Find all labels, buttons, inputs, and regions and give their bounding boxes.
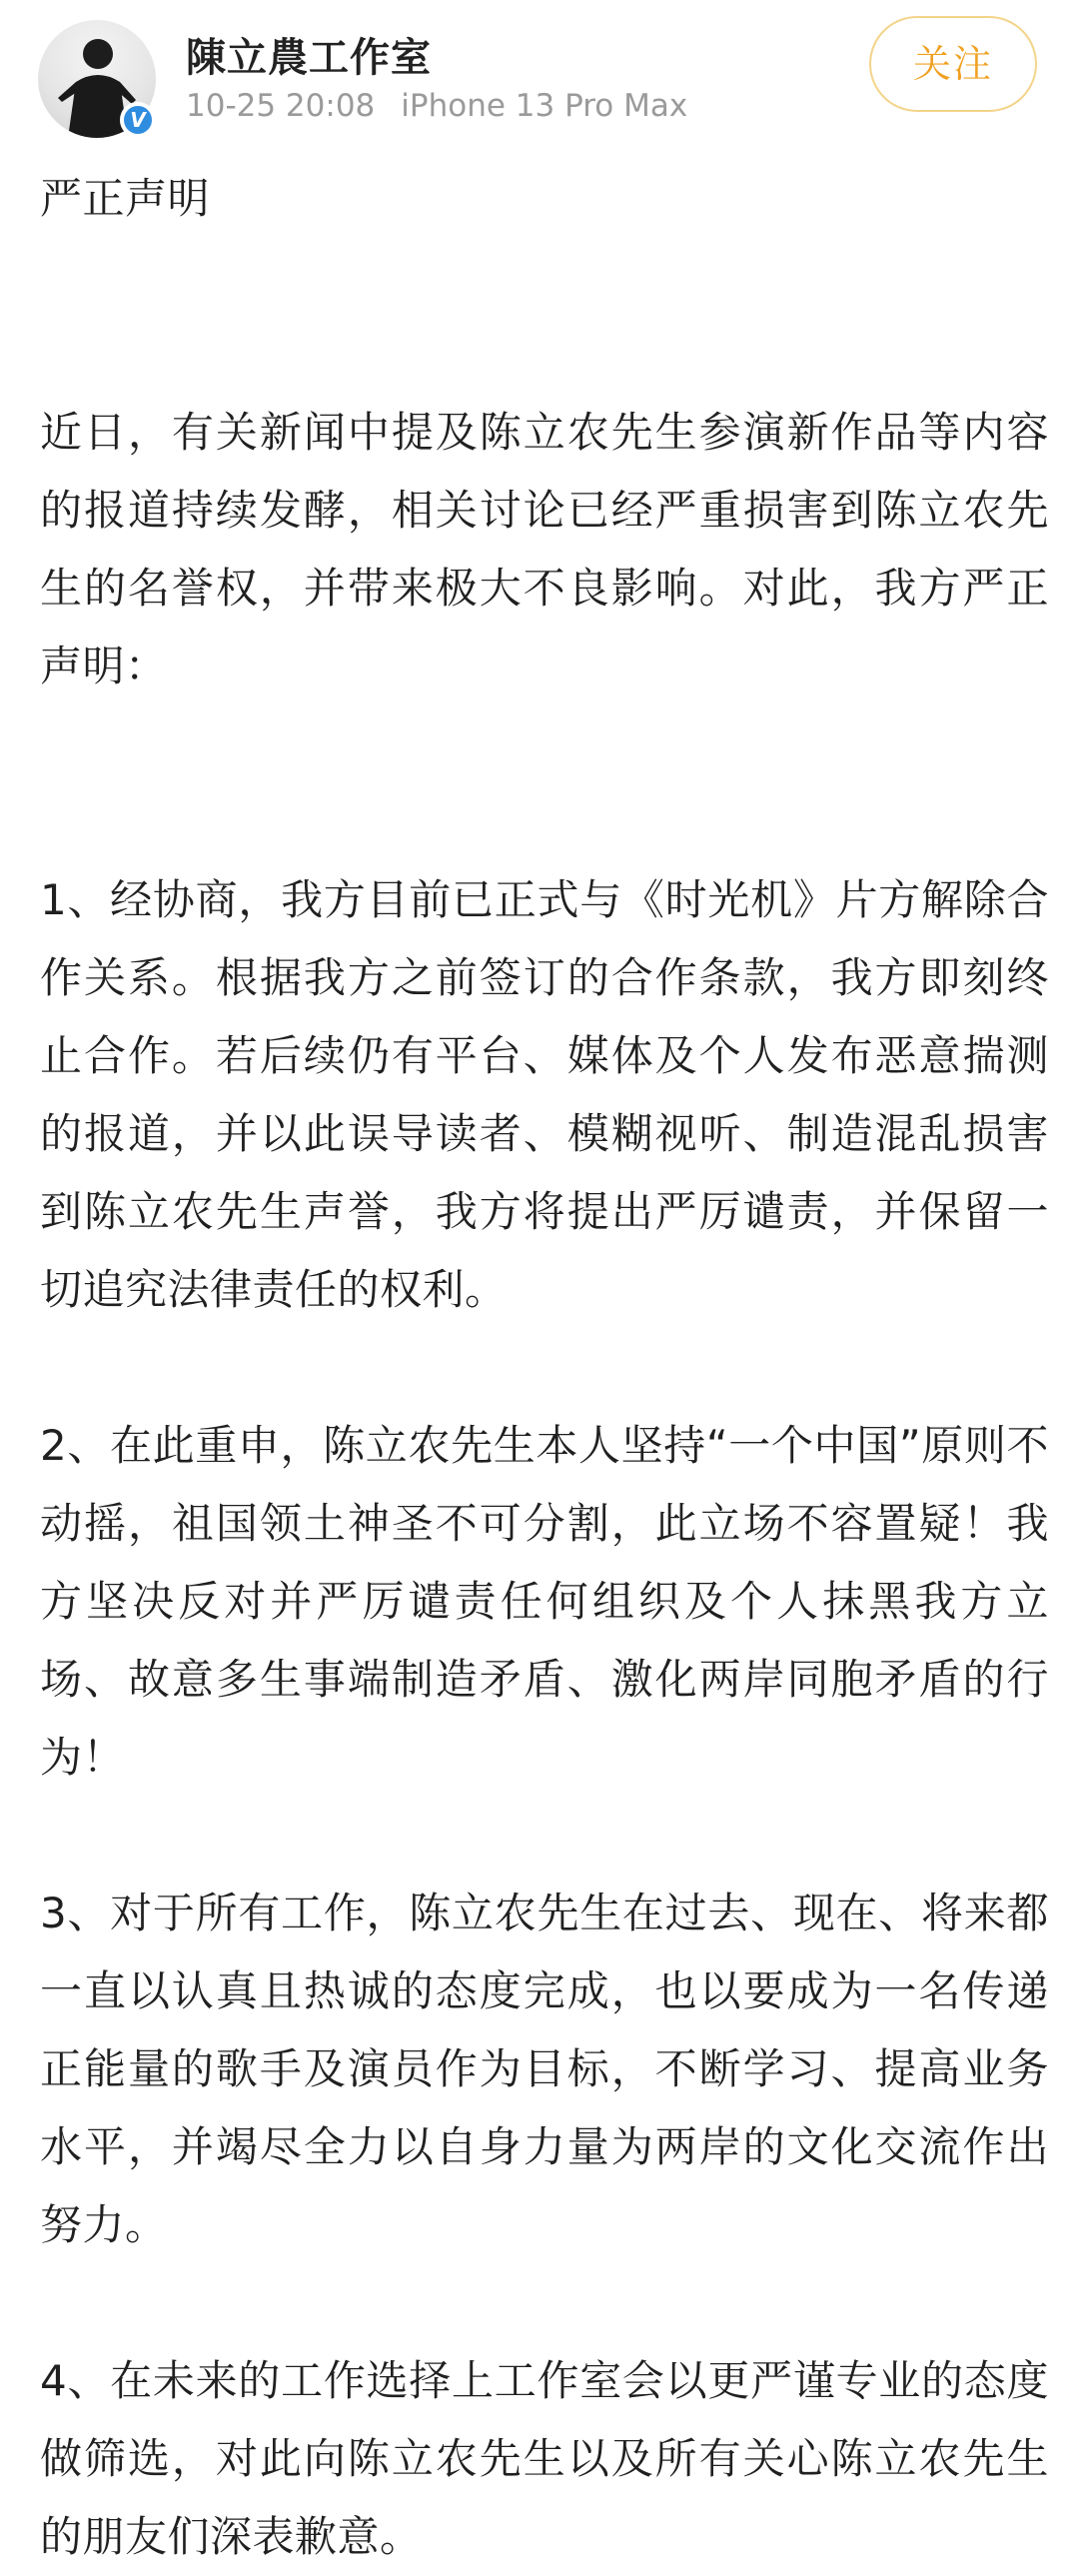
paragraph-spacer	[40, 1797, 1049, 1875]
paragraph-spacer	[40, 705, 1049, 861]
post-intro: 近日，有关新闻中提及陈立农先生参演新作品等内容的报道持续发酵，相关讨论已经严重损害到陈立农先生的名誉权，并带来极大不良影响。对此，我方严正声明：	[40, 408, 1049, 690]
paragraph-spacer	[40, 2264, 1049, 2342]
post-timestamp: 10-25 20:08	[186, 88, 376, 124]
avatar[interactable]	[38, 20, 156, 138]
account-name[interactable]: 陳立農工作室	[186, 35, 432, 81]
paragraph-spacer	[40, 238, 1049, 394]
post-device: iPhone 13 Pro Max	[401, 88, 688, 124]
paragraph-spacer	[40, 1329, 1049, 1407]
post-body	[40, 150, 1049, 2576]
verified-badge-icon: V	[120, 102, 156, 138]
post-header	[0, 0, 1079, 150]
statement-point-2: 2、在此重申，陈立农先生本人坚持“一个中国”原则不动摇，祖国领土神圣不可分割，此立场不容置疑！我方坚决反对并严厉谴责任何组织及个人抹黑我方立场、故意多生事端制造矛盾、激化两岸同胞矛盾的行为！	[40, 1421, 1049, 1782]
statement-point-4: 4、在未来的工作选择上工作室会以更严谨专业的态度做筛选，对此向陈立农先生以及所有关心陈立农先生的朋友们深表歉意。	[40, 2356, 1049, 2561]
post-title: 严正声明	[40, 174, 211, 223]
statement-point-3: 3、对于所有工作，陈立农先生在过去、现在、将来都一直以认真且热诚的态度完成，也以要成为一名传递正能量的歌手及演员作为目标，不断学习、提高业务水平，并竭尽全力以自身力量为两岸的文化交流作出努力。	[40, 1889, 1049, 2249]
post-meta	[186, 88, 687, 124]
statement-point-1: 1、经协商，我方目前已正式与《时光机》片方解除合作关系。根据我方之前签订的合作条款，我方即刻终止合作。若后续仍有平台、媒体及个人发布恶意揣测的报道，并以此误导读者、模糊视听、制造混乱损害到陈立农先生声誉，我方将提出严厉谴责，并保留一切追究法律责任的权利。	[40, 875, 1049, 1314]
follow-button[interactable]: 关注	[869, 16, 1037, 112]
